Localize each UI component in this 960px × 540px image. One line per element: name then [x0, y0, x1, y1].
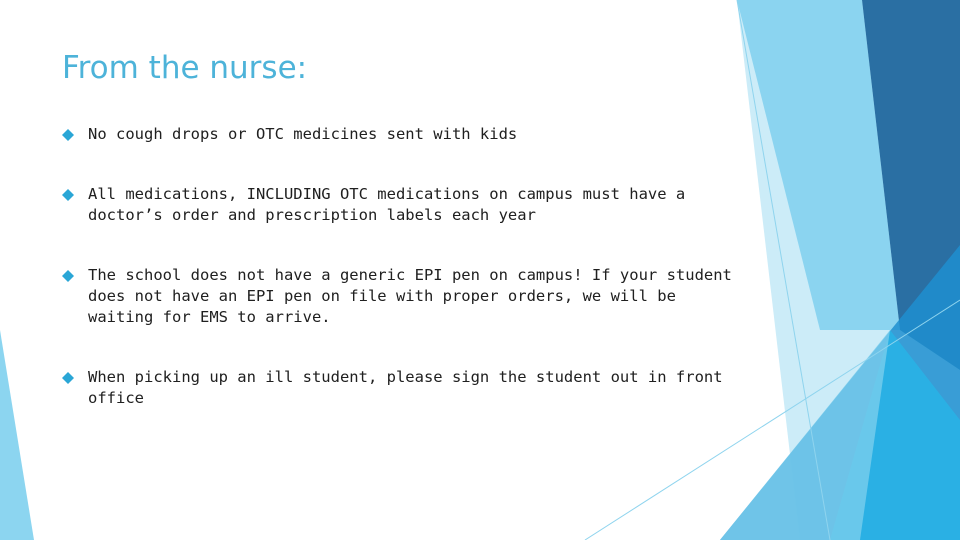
left-facet: [0, 330, 34, 540]
bullet-item: [62, 184, 742, 226]
diamond-bullet-icon: [62, 129, 74, 141]
diamond-bullet-icon: [62, 372, 74, 384]
bullet-text: The school does not have a generic EPI pen on campus! If your student does not have an EPI pen on file with proper orders, we will be waiting for EMS to arrive.: [88, 266, 732, 326]
diamond-bullet-icon: [62, 270, 74, 282]
bullet-item: [62, 265, 742, 328]
diamond-bullet-icon: [62, 189, 74, 201]
bullet-item: [62, 124, 742, 145]
bullet-text: No cough drops or OTC medicines sent with kids: [88, 125, 518, 143]
bullet-text: When picking up an ill student, please sign the student out in front office: [88, 368, 723, 407]
bullet-text: All medications, INCLUDING OTC medications on campus must have a doctor’s order and prescription labels each year: [88, 185, 686, 224]
slide-title: From the nurse:: [62, 50, 308, 86]
bullet-item: [62, 367, 742, 409]
bullet-list: [62, 124, 742, 409]
